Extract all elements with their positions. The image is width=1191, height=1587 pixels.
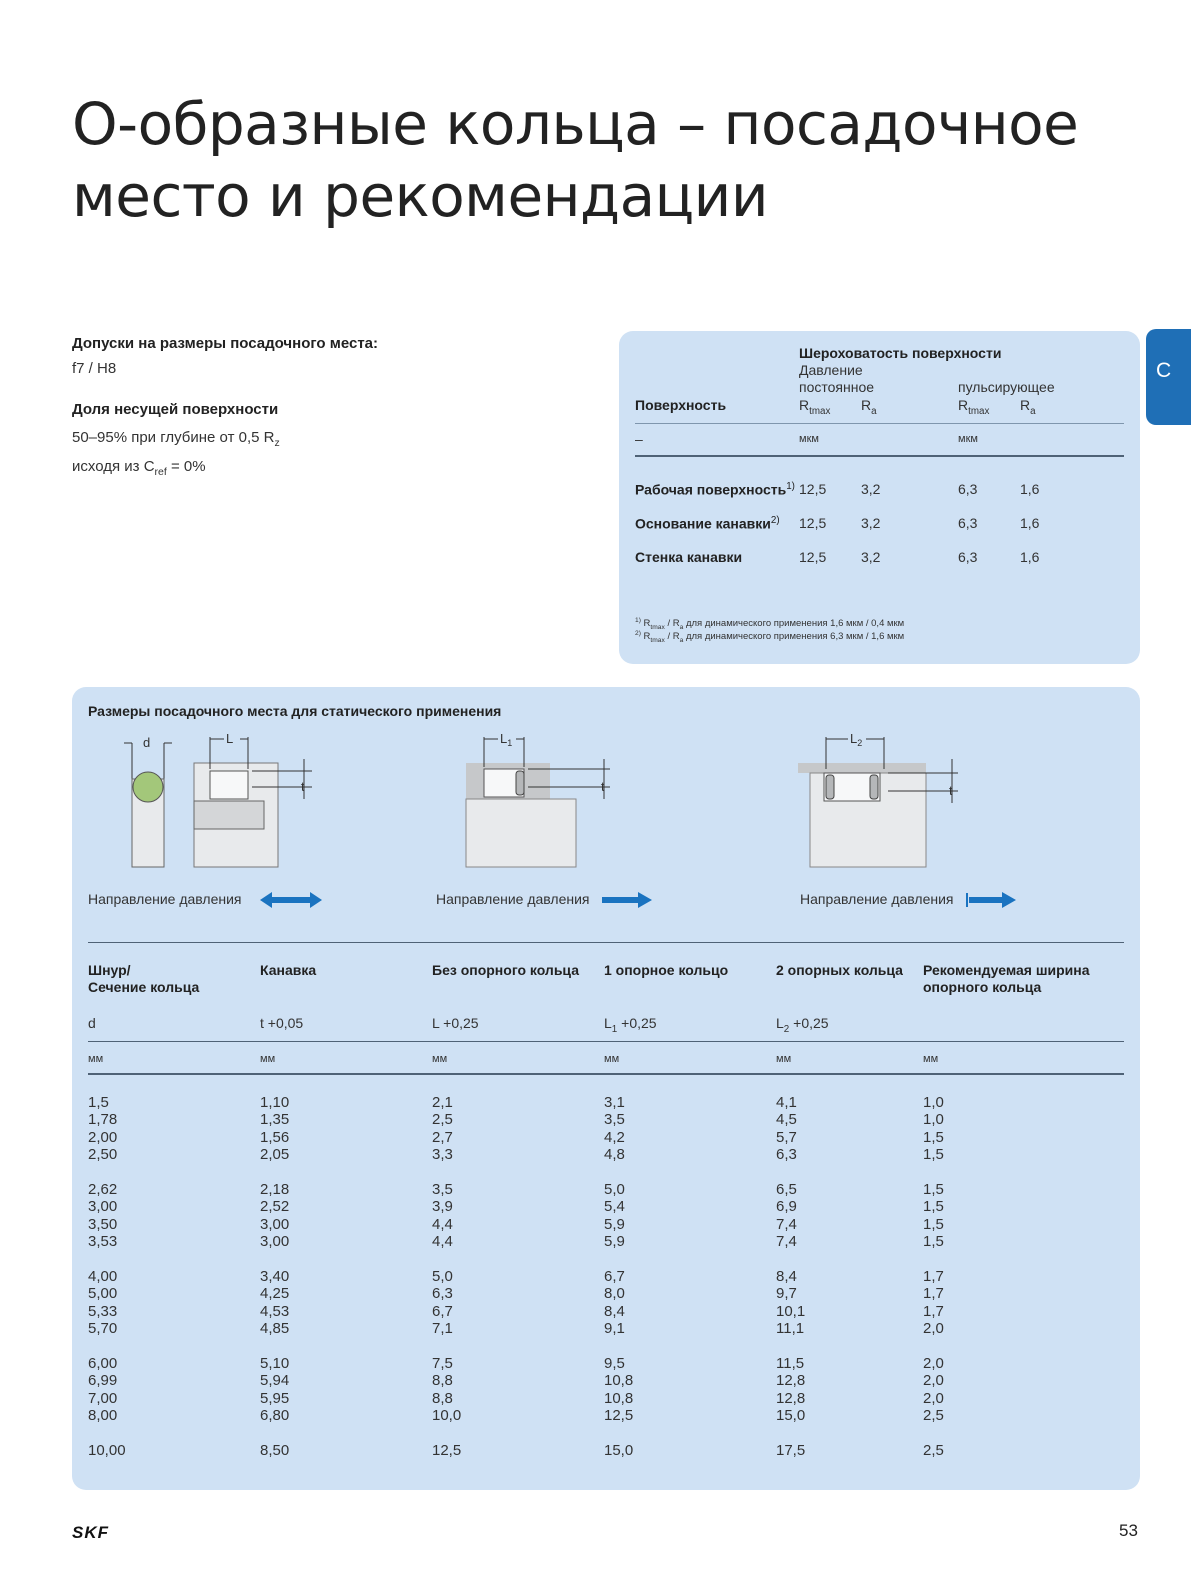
rtmax-pulsating-header: $R_{tmax}$	[958, 397, 990, 417]
column-header: Рекомендуемая ширина опорного кольца	[923, 962, 1090, 995]
table-cell: 2,7	[432, 1128, 453, 1146]
table-cell: 1,5	[923, 1146, 944, 1164]
table-cell: 2,18	[260, 1181, 290, 1199]
table-cell: 5,4	[604, 1198, 625, 1216]
skf-logo	[72, 1524, 130, 1540]
column-unit: мм	[88, 1053, 104, 1065]
roughness-cell: 6,3	[958, 515, 978, 531]
right-arrow-icon	[966, 891, 1016, 909]
column-unit: мм	[776, 1053, 792, 1065]
table-cell: 5,7	[776, 1128, 797, 1146]
constant-label: постоянное	[799, 379, 875, 395]
table-cell: 2,0	[923, 1389, 944, 1407]
table-cell: 5,95	[260, 1389, 290, 1407]
table-cell: 8,8	[432, 1389, 453, 1407]
table-cell: 12,5	[432, 1442, 462, 1460]
table-cell: 8,8	[432, 1372, 453, 1390]
table-cell: 7,5	[432, 1355, 453, 1373]
table-cell: 4,53	[260, 1302, 290, 1320]
table-cell: 3,50	[88, 1215, 118, 1233]
table-cell: 5,10	[260, 1355, 290, 1373]
column-unit: мм	[923, 1053, 939, 1065]
table-cell: 2,52	[260, 1198, 290, 1216]
table-cell: 2,1	[432, 1094, 453, 1111]
table-cell: 10,8	[604, 1389, 634, 1407]
table-cell: 1,5	[923, 1128, 944, 1146]
table-cell: 1,78	[88, 1111, 118, 1129]
roughness-header: Шероховатость поверхности	[799, 345, 1002, 361]
table-cell: 1,5	[923, 1215, 944, 1233]
divider	[635, 455, 1124, 457]
tolerances-block	[72, 335, 572, 484]
table-cell: 12,8	[776, 1372, 806, 1390]
chapter-tab[interactable]: C	[1146, 329, 1191, 425]
table-cell: 1,10	[260, 1094, 290, 1111]
unit-pulsating: мкм	[958, 433, 978, 445]
roughness-row-name: Рабочая поверхность$^{1)}$	[635, 481, 795, 498]
roughness-cell: 1,6	[1020, 481, 1040, 497]
table-cell: 10,0	[432, 1407, 462, 1425]
column-header: 2 опорных кольца	[776, 962, 903, 978]
table-cell: 5,94	[260, 1372, 290, 1390]
rtmax-constant-header: $R_{tmax}$	[799, 397, 831, 417]
surface-roughness-panel	[619, 331, 1140, 664]
column-symbol: $L_2 +0,25$	[776, 1015, 829, 1035]
double-arrow-icon	[260, 891, 322, 909]
table-cell: 4,00	[88, 1268, 118, 1286]
footnote-2: $^{2)}$ $R_{tmax} / R_a$ для динамического применения 6,3 мкм / 1,6 мкм	[635, 630, 905, 645]
dim-t-label: t	[301, 779, 305, 794]
table-cell: 4,4	[432, 1233, 453, 1251]
table-cell: 1,5	[923, 1198, 944, 1216]
table-cell: 9,5	[604, 1355, 625, 1373]
table-cell: 1,5	[923, 1233, 944, 1251]
roughness-row-name: Основание канавки$^{2)}$	[635, 515, 780, 532]
table-cell: 4,2	[604, 1128, 625, 1146]
table-cell: 8,4	[604, 1302, 625, 1320]
table-cell: 5,00	[88, 1285, 118, 1303]
table-cell: 9,7	[776, 1285, 797, 1303]
roughness-cell: 6,3	[958, 481, 978, 497]
table-cell: 6,3	[776, 1146, 797, 1164]
column-header: 1 опорное кольцо	[604, 962, 729, 978]
table-cell: 4,25	[260, 1285, 290, 1303]
roughness-cell: 6,3	[958, 549, 978, 565]
roughness-cell: 1,6	[1020, 515, 1040, 531]
table-cell: 9,1	[604, 1320, 625, 1338]
table-cell: 3,40	[260, 1268, 290, 1286]
dash-label: –	[635, 431, 643, 447]
table-cell: 1,0	[923, 1094, 944, 1111]
table-cell: 2,5	[923, 1442, 944, 1460]
table-cell: 6,80	[260, 1407, 290, 1425]
table-cell: 8,00	[88, 1407, 118, 1425]
tolerances-heading: Допуски на размеры посадочного места:	[72, 335, 378, 352]
table-cell: 5,0	[432, 1268, 453, 1286]
table-cell: 7,1	[432, 1320, 453, 1338]
table-cell: 8,4	[776, 1268, 797, 1286]
table-cell: 3,1	[604, 1094, 625, 1111]
surface-label: Поверхность	[635, 397, 727, 413]
pressure-direction-label: Направление давления	[800, 891, 954, 907]
dim-L1-label: $L_1$	[500, 731, 513, 748]
table-cell: 1,7	[923, 1268, 944, 1286]
table-cell: 10,1	[776, 1302, 806, 1320]
table-cell: 12,5	[604, 1407, 634, 1425]
divider	[88, 1041, 1124, 1042]
table-cell: 6,9	[776, 1198, 797, 1216]
table-cell: 3,00	[88, 1198, 118, 1216]
roughness-cell: 12,5	[799, 481, 827, 497]
table-cell: 2,62	[88, 1181, 118, 1199]
roughness-row-name: Стенка канавки	[635, 549, 743, 565]
table-cell: 3,53	[88, 1233, 118, 1251]
divider	[635, 423, 1124, 424]
svg-text:SKF: SKF	[72, 1524, 109, 1540]
table-cell: 6,7	[432, 1302, 453, 1320]
tolerances-value: f7 / H8	[72, 360, 117, 377]
dim-d-label: d	[143, 735, 151, 750]
table-cell: 2,5	[432, 1111, 453, 1129]
pressure-direction-label: Направление давления	[88, 891, 242, 907]
table-cell: 4,85	[260, 1320, 290, 1338]
table-cell: 5,9	[604, 1215, 625, 1233]
table-cell: 1,7	[923, 1302, 944, 1320]
column-unit: мм	[432, 1053, 448, 1065]
table-cell: 4,4	[432, 1215, 453, 1233]
footnote-1: $^{1)}$ $R_{tmax} / R_a$ для динамического применения 1,6 мкм / 0,4 мкм	[635, 617, 905, 632]
table-cell: 2,00	[88, 1128, 118, 1146]
table-cell: 15,0	[776, 1407, 806, 1425]
table-cell: 2,0	[923, 1355, 944, 1373]
table-column	[260, 1094, 289, 1459]
table-cell: 6,99	[88, 1372, 118, 1390]
roughness-cell: 12,5	[799, 549, 827, 565]
table-cell: 1,0	[923, 1111, 944, 1129]
table-cell: 3,5	[432, 1181, 453, 1199]
table-cell: 3,00	[260, 1233, 290, 1251]
table-cell: 17,5	[776, 1442, 806, 1460]
column-symbol: d	[88, 1015, 96, 1031]
dim-t-label: t	[949, 783, 953, 798]
table-column	[604, 1094, 633, 1459]
pulsating-label: пульсирующее	[958, 379, 1055, 395]
table-cell: 3,9	[432, 1198, 453, 1216]
ra-pulsating-header: $R_a$	[1020, 397, 1036, 417]
table-cell: 11,5	[776, 1355, 805, 1373]
roughness-cell: 12,5	[799, 515, 827, 531]
static-section-title: Размеры посадочного места для статического применения	[88, 703, 502, 719]
table-cell: 2,05	[260, 1146, 290, 1164]
table-cell: 1,35	[260, 1111, 290, 1129]
table-cell: 10,00	[88, 1442, 126, 1460]
table-cell: 6,00	[88, 1355, 118, 1373]
table-cell: 12,8	[776, 1389, 806, 1407]
table-cell: 11,1	[776, 1320, 805, 1338]
dim-t-label: t	[601, 779, 605, 794]
table-cell: 1,5	[88, 1094, 109, 1111]
groove-diagram-two-backup	[794, 729, 994, 879]
table-cell: 1,7	[923, 1285, 944, 1303]
table-cell: 4,1	[776, 1094, 797, 1111]
pressure-label: Давление	[799, 362, 863, 378]
table-cell: 5,0	[604, 1181, 625, 1199]
table-cell: 2,0	[923, 1320, 944, 1338]
table-cell: 3,00	[260, 1215, 290, 1233]
table-cell: 3,5	[604, 1111, 625, 1129]
roughness-cell: 1,6	[1020, 549, 1040, 565]
roughness-cell: 3,2	[861, 549, 881, 565]
static-dimensions-panel	[72, 687, 1140, 1490]
page-number: 53	[1119, 1521, 1138, 1540]
table-column	[88, 1094, 126, 1459]
ra-constant-header: $R_a$	[861, 397, 877, 417]
table-cell: 7,00	[88, 1389, 118, 1407]
column-header: Без опорного кольца	[432, 962, 579, 978]
roughness-cell: 3,2	[861, 481, 881, 497]
column-symbol: t +0,05	[260, 1015, 304, 1031]
table-cell: 7,4	[776, 1233, 797, 1251]
table-cell: 5,9	[604, 1233, 625, 1251]
page-title: О-образные кольца – посадочное место и рекомендации	[72, 90, 1079, 230]
table-cell: 2,0	[923, 1372, 944, 1390]
table-cell: 6,3	[432, 1285, 453, 1303]
table-cell: 8,0	[604, 1285, 625, 1303]
table-cell: 10,8	[604, 1372, 634, 1390]
table-cell: 6,7	[604, 1268, 625, 1286]
right-arrow-icon	[602, 891, 652, 909]
unit-constant: мкм	[799, 433, 819, 445]
roughness-cell: 3,2	[861, 515, 881, 531]
table-column	[432, 1094, 461, 1459]
table-cell: 1,5	[923, 1181, 944, 1199]
table-cell: 1,56	[260, 1128, 290, 1146]
bearing-line-1: 50–95% при глубине от 0,5 $R_z$	[72, 429, 280, 449]
bearing-line-2: исходя из $C_{ref} = 0\%$	[72, 458, 206, 478]
table-cell: 2,5	[923, 1407, 944, 1425]
divider	[88, 1073, 1124, 1075]
column-symbol: $L_1 +0,25$	[604, 1015, 657, 1035]
column-unit: мм	[604, 1053, 620, 1065]
table-cell: 2,50	[88, 1146, 118, 1164]
dim-L2-label: $L_2$	[850, 731, 863, 748]
groove-diagram-no-backup	[112, 729, 332, 879]
column-header: Канавка	[260, 962, 317, 978]
table-cell: 5,33	[88, 1302, 118, 1320]
table-cell: 3,3	[432, 1146, 453, 1164]
groove-diagram-one-backup	[458, 729, 658, 879]
column-unit: мм	[260, 1053, 276, 1065]
column-header: Шнур/ Сечение кольца	[88, 962, 200, 995]
table-cell: 5,70	[88, 1320, 118, 1338]
table-cell: 6,5	[776, 1181, 797, 1199]
pressure-direction-label: Направление давления	[436, 891, 590, 907]
table-column	[776, 1094, 805, 1459]
bearing-heading: Доля несущей поверхности	[72, 401, 279, 418]
table-cell: 4,5	[776, 1111, 797, 1129]
table-cell: 8,50	[260, 1442, 290, 1460]
table-cell: 15,0	[604, 1442, 634, 1460]
column-symbol: L +0,25	[432, 1015, 479, 1031]
table-column	[923, 1094, 944, 1459]
divider	[88, 942, 1124, 943]
table-cell: 4,8	[604, 1146, 625, 1164]
dim-L-label: L	[226, 731, 234, 746]
table-cell: 7,4	[776, 1215, 797, 1233]
